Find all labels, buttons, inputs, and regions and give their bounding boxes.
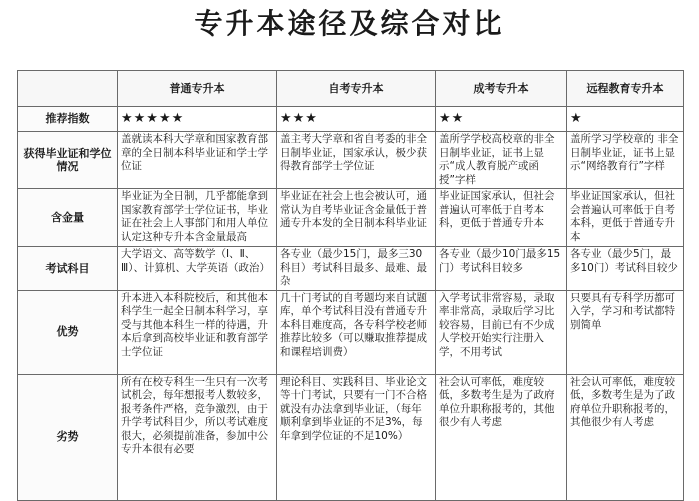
row-label: 考试科目	[18, 247, 118, 291]
table-cell: 各专业（最少10门最多15门）考试科目较多	[436, 247, 567, 291]
table-cell: 盖所学学校高校章的非全日制毕业证，证书上显示“成人教育脱产或函授”字样	[436, 132, 567, 189]
header-cell-distance: 远程教育专升本	[567, 71, 684, 107]
page-title: 专升本途径及综合对比	[194, 7, 505, 40]
table-header-row	[18, 71, 684, 107]
table-cell: 盖主考大学章和省自考委的非全日制毕业证，国家承认，极少获得教育部学士学位证	[277, 132, 436, 189]
header-cell-empty	[18, 71, 118, 107]
comparison-table	[17, 70, 684, 501]
table-cell: 毕业证国家承认，但社会普遍认可率低于自考本科，更低于普通专升本	[436, 189, 567, 247]
table-cell: 毕业证在社会上也会被认可，通常认为自考毕业证含金量低于普通专升本发的全日制本科毕业证	[277, 189, 436, 247]
table-cell: 社会认可率低，难度较低，多数考生是为了政府单位升职称报考的，其他很少有人考虑	[567, 374, 684, 500]
row-label: 含金量	[18, 189, 118, 247]
table-row	[18, 189, 684, 247]
rating-stars: ★★★★★	[118, 107, 277, 132]
row-label: 劣势	[18, 374, 118, 500]
header-cell-self-study: 自考专升本	[277, 71, 436, 107]
table-cell: 各专业（最少15门，最多三30科目）考试科目最多、最难、最杂	[277, 247, 436, 291]
table-row	[18, 290, 684, 374]
table-cell: 所有在校专科生一生只有一次考试机会，每年想报考人数较多，报考条件严格，竞争激烈，由于升学考试科目少，所以考试难度很大，必须提前准备，参加中公专升本很有必要	[118, 374, 277, 500]
table-cell: 毕业证国家承认，但社会普遍认可率低于自考本科，更低于普通专升本	[567, 189, 684, 247]
table-cell: 理论科目、实践科目、毕业论文等十门考试，只要有一门不合格就没有办法拿到毕业证，（每年顺利拿到毕业证的不足3%，每年拿到学位证的不足10%）	[277, 374, 436, 500]
table-cell: 各专业（最少5门，最多10门）考试科目较少	[567, 247, 684, 291]
rating-stars: ★★	[436, 107, 567, 132]
table-cell: 升本进入本科院校后，和其他本科学生一起全日制本科学习，享受与其他本科生一样的待遇，升本后拿到高校毕业证和教育部学士学位证	[118, 290, 277, 374]
table-row	[18, 247, 684, 291]
table-cell: 盖就读本科大学章和国家教育部章的全日制本科毕业证和学士学位证	[118, 132, 277, 189]
table-cell: 社会认可率低，难度较低，多数考生是为了政府单位升职称报考的，其他很少有人考虑	[436, 374, 567, 500]
table-row	[18, 132, 684, 189]
table-row	[18, 374, 684, 500]
table-cell: 毕业证为全日制，几乎都能拿到国家教育部学士学位证书，毕业证在社会上人事部门和用人单位认定这种专升本含金量最高	[118, 189, 277, 247]
table-row	[18, 107, 684, 132]
rating-stars: ★	[567, 107, 684, 132]
header-cell-regular: 普通专升本	[118, 71, 277, 107]
header-cell-adult-exam: 成考专升本	[436, 71, 567, 107]
table-cell: 只要具有专科学历都可入学，学习和考试都特别简单	[567, 290, 684, 374]
table-cell: 盖所学习学校章的 非全日制毕业证，证书上显示“网络教育行”字样	[567, 132, 684, 189]
table-cell: 入学考试非常容易，录取率非常高，录取后学习比较容易，目前已有不少成人学校开始实行注册入学，不用考试	[436, 290, 567, 374]
row-label: 推荐指数	[18, 107, 118, 132]
row-label: 优势	[18, 290, 118, 374]
table-cell: 几十门考试的自考题均来自试题库，单个考试科目没有普通专升本科目难度高，各专科学校老师推荐比较多（可以赚取推荐提成和课程培训费）	[277, 290, 436, 374]
table-cell: 大学语文、高等数学（Ⅰ、Ⅱ、Ⅲ）、计算机、大学英语（政治）	[118, 247, 277, 291]
row-label: 获得毕业证和学位情况	[18, 132, 118, 189]
rating-stars: ★★★	[277, 107, 436, 132]
